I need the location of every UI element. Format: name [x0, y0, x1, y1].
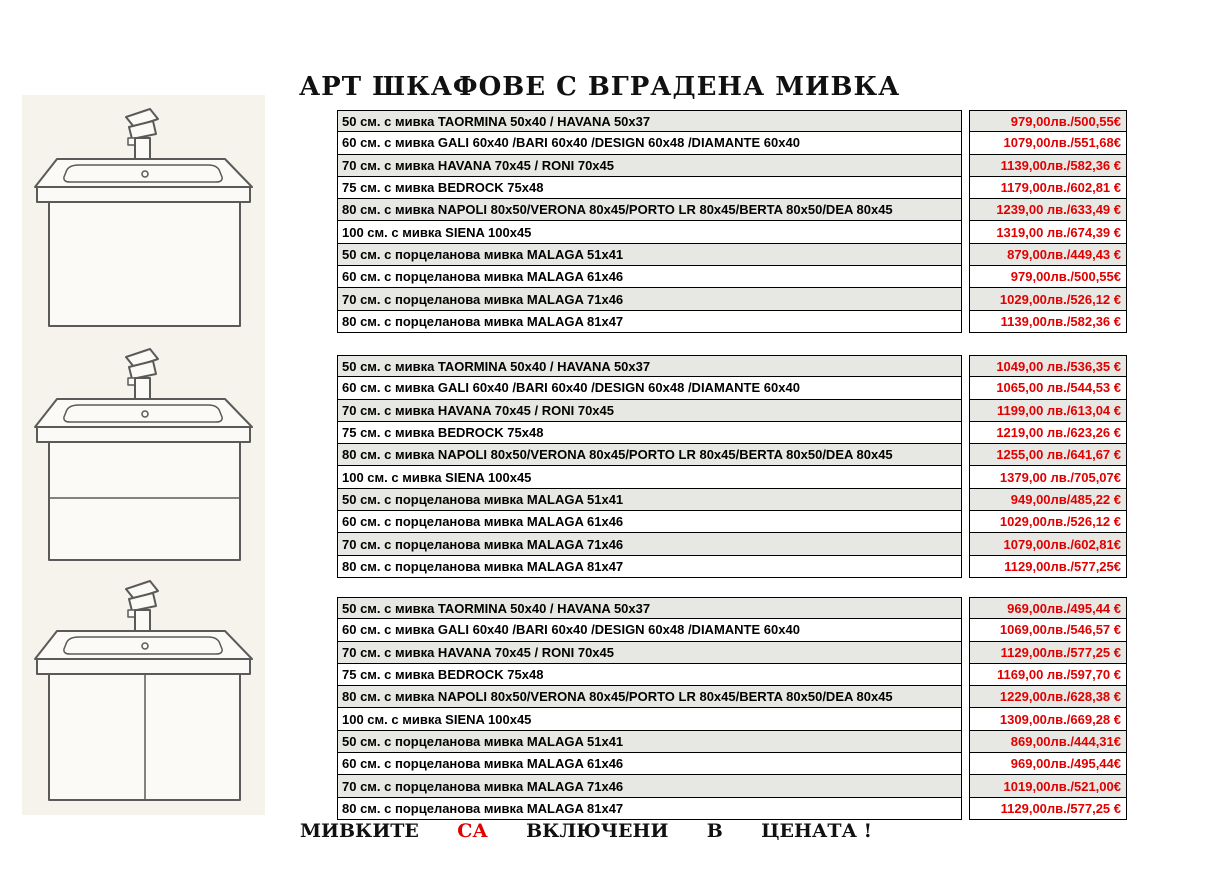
item-price: 1255,00 лв./641,67 €: [969, 444, 1127, 466]
footer-word: ВКЛЮЧЕНИ: [526, 820, 669, 842]
column-gap: [962, 110, 969, 132]
column-gap: [962, 400, 969, 422]
table-row: [337, 533, 1127, 555]
item-description: 70 см. с мивка HAVANA 70x45 / RONI 70x45: [337, 155, 962, 177]
vanity-sink-two-drawers-drawing: [29, 345, 259, 567]
item-price: 1129,00лв./577,25 €: [969, 798, 1127, 820]
table-row: [337, 377, 1127, 399]
table-row: [337, 155, 1127, 177]
vanity-sink-single-front-drawing: [29, 105, 259, 335]
item-price: 869,00лв./444,31€: [969, 731, 1127, 753]
table-row: [337, 177, 1127, 199]
page-title: АРТ ШКАФОВЕ С ВГРАДЕНА МИВКА: [299, 72, 901, 102]
table-row: [337, 489, 1127, 511]
column-gap: [962, 199, 969, 221]
item-price: 979,00лв./500,55€: [969, 110, 1127, 132]
column-gap: [962, 775, 969, 797]
column-gap: [962, 597, 969, 619]
item-description: 80 см. с порцеланова мивка MALAGA 81x47: [337, 311, 962, 333]
column-gap: [962, 798, 969, 820]
column-gap: [962, 221, 969, 243]
item-price: 1139,00лв./582,36 €: [969, 155, 1127, 177]
table-row: [337, 664, 1127, 686]
item-description: 70 см. с мивка HAVANA 70x45 / RONI 70x45: [337, 400, 962, 422]
item-description: 80 см. с порцеланова мивка MALAGA 81x47: [337, 798, 962, 820]
item-description: 60 см. с порцеланова мивка MALAGA 61x46: [337, 266, 962, 288]
item-description: 60 см. с мивка GALI 60x40 /BARI 60x40 /DESIGN 60x48 /DIAMANTE 60x40: [337, 132, 962, 154]
table-row: [337, 110, 1127, 132]
footer-word: МИВКИТЕ: [300, 820, 419, 842]
column-gap: [962, 466, 969, 488]
cabinet-illustrations-panel: [22, 95, 265, 815]
item-description: 80 см. с мивка NAPOLI 80x50/VERONA 80x45/PORTO LR 80x45/BERTA 80x50/DEA 80x45: [337, 199, 962, 221]
item-description: 100 см. с мивка SIENA 100x45: [337, 708, 962, 730]
item-price: 1065,00 лв./544,53 €: [969, 377, 1127, 399]
item-description: 100 см. с мивка SIENA 100x45: [337, 221, 962, 243]
column-gap: [962, 266, 969, 288]
item-price: 1309,00лв./669,28 €: [969, 708, 1127, 730]
item-price: 1079,00лв./602,81€: [969, 533, 1127, 555]
item-price: 879,00лв./449,43 €: [969, 244, 1127, 266]
table-row: [337, 311, 1127, 333]
column-gap: [962, 686, 969, 708]
item-description: 60 см. с мивка GALI 60x40 /BARI 60x40 /DESIGN 60x48 /DIAMANTE 60x40: [337, 619, 962, 641]
column-gap: [962, 422, 969, 444]
table-row: [337, 422, 1127, 444]
column-gap: [962, 244, 969, 266]
column-gap: [962, 444, 969, 466]
item-price: 1169,00 лв./597,70 €: [969, 664, 1127, 686]
item-price: 969,00лв./495,44€: [969, 753, 1127, 775]
table-row: [337, 355, 1127, 377]
item-price: 1129,00лв./577,25€: [969, 556, 1127, 578]
table-row: [337, 266, 1127, 288]
item-price: 1029,00лв./526,12 €: [969, 511, 1127, 533]
item-price: 1199,00 лв./613,04 €: [969, 400, 1127, 422]
item-description: 75 см. с мивка BEDROCK 75x48: [337, 177, 962, 199]
table-row: [337, 597, 1127, 619]
column-gap: [962, 511, 969, 533]
item-description: 70 см. с порцеланова мивка MALAGA 71x46: [337, 775, 962, 797]
item-price: 1069,00лв./546,57 €: [969, 619, 1127, 641]
column-gap: [962, 664, 969, 686]
item-description: 80 см. с мивка NAPOLI 80x50/VERONA 80x45/PORTO LR 80x45/BERTA 80x50/DEA 80x45: [337, 686, 962, 708]
item-price: 979,00лв./500,55€: [969, 266, 1127, 288]
item-description: 75 см. с мивка BEDROCK 75x48: [337, 664, 962, 686]
item-description: 60 см. с порцеланова мивка MALAGA 61x46: [337, 511, 962, 533]
table-row: [337, 444, 1127, 466]
item-description: 70 см. с мивка HAVANA 70x45 / RONI 70x45: [337, 642, 962, 664]
vanity-sink-two-doors-drawing: [29, 577, 259, 805]
footer-word: ЦЕНАТА !: [761, 820, 872, 842]
table-row: [337, 619, 1127, 641]
item-price: 969,00лв./495,44 €: [969, 597, 1127, 619]
item-price: 1079,00лв./551,68€: [969, 132, 1127, 154]
item-description: 50 см. с мивка TAORMINA 50x40 / HAVANA 50x37: [337, 355, 962, 377]
table-row: [337, 400, 1127, 422]
item-description: 80 см. с порцеланова мивка MALAGA 81x47: [337, 556, 962, 578]
column-gap: [962, 619, 969, 641]
table-row: [337, 511, 1127, 533]
table-row: [337, 132, 1127, 154]
price-table-2: [337, 355, 1127, 578]
item-price: 1129,00лв./577,25 €: [969, 642, 1127, 664]
column-gap: [962, 753, 969, 775]
item-description: 70 см. с порцеланова мивка MALAGA 71x46: [337, 533, 962, 555]
column-gap: [962, 556, 969, 578]
column-gap: [962, 288, 969, 310]
table-row: [337, 775, 1127, 797]
column-gap: [962, 731, 969, 753]
item-description: 100 см. с мивка SIENA 100x45: [337, 466, 962, 488]
item-description: 50 см. с мивка TAORMINA 50x40 / HAVANA 50x37: [337, 110, 962, 132]
column-gap: [962, 642, 969, 664]
item-price: 1029,00лв./526,12 €: [969, 288, 1127, 310]
column-gap: [962, 489, 969, 511]
item-description: 70 см. с порцеланова мивка MALAGA 71x46: [337, 288, 962, 310]
table-row: [337, 686, 1127, 708]
footer-word: СА: [457, 820, 488, 842]
column-gap: [962, 533, 969, 555]
table-row: [337, 466, 1127, 488]
item-description: 60 см. с порцеланова мивка MALAGA 61x46: [337, 753, 962, 775]
price-table-3: [337, 597, 1127, 820]
item-price: 1219,00 лв./623,26 €: [969, 422, 1127, 444]
item-price: 1019,00лв./521,00€: [969, 775, 1127, 797]
table-row: [337, 244, 1127, 266]
table-row: [337, 556, 1127, 578]
item-price: 1139,00лв./582,36 €: [969, 311, 1127, 333]
table-row: [337, 731, 1127, 753]
item-description: 60 см. с мивка GALI 60x40 /BARI 60x40 /DESIGN 60x48 /DIAMANTE 60x40: [337, 377, 962, 399]
item-price: 1379,00 лв./705,07€: [969, 466, 1127, 488]
column-gap: [962, 155, 969, 177]
item-description: 50 см. с порцеланова мивка MALAGA 51x41: [337, 489, 962, 511]
item-description: 50 см. с порцеланова мивка MALAGA 51x41: [337, 731, 962, 753]
item-price: 1319,00 лв./674,39 €: [969, 221, 1127, 243]
footer-word: В: [706, 820, 723, 842]
column-gap: [962, 311, 969, 333]
table-row: [337, 753, 1127, 775]
item-price: 1229,00лв./628,38 €: [969, 686, 1127, 708]
column-gap: [962, 355, 969, 377]
table-row: [337, 199, 1127, 221]
table-row: [337, 288, 1127, 310]
item-description: 50 см. с порцеланова мивка MALAGA 51x41: [337, 244, 962, 266]
item-price: 1049,00 лв./536,35 €: [969, 355, 1127, 377]
column-gap: [962, 177, 969, 199]
column-gap: [962, 377, 969, 399]
column-gap: [962, 708, 969, 730]
table-row: [337, 798, 1127, 820]
item-description: 80 см. с мивка NAPOLI 80x50/VERONA 80x45/PORTO LR 80x45/BERTA 80x50/DEA 80x45: [337, 444, 962, 466]
item-description: 50 см. с мивка TAORMINA 50x40 / HAVANA 50x37: [337, 597, 962, 619]
price-table-1: [337, 110, 1127, 333]
item-description: 75 см. с мивка BEDROCK 75x48: [337, 422, 962, 444]
table-row: [337, 221, 1127, 243]
item-price: 1179,00лв./602,81 €: [969, 177, 1127, 199]
column-gap: [962, 132, 969, 154]
footer-note: [300, 820, 872, 842]
table-row: [337, 708, 1127, 730]
item-price: 949,00лв/485,22 €: [969, 489, 1127, 511]
item-price: 1239,00 лв./633,49 €: [969, 199, 1127, 221]
table-row: [337, 642, 1127, 664]
